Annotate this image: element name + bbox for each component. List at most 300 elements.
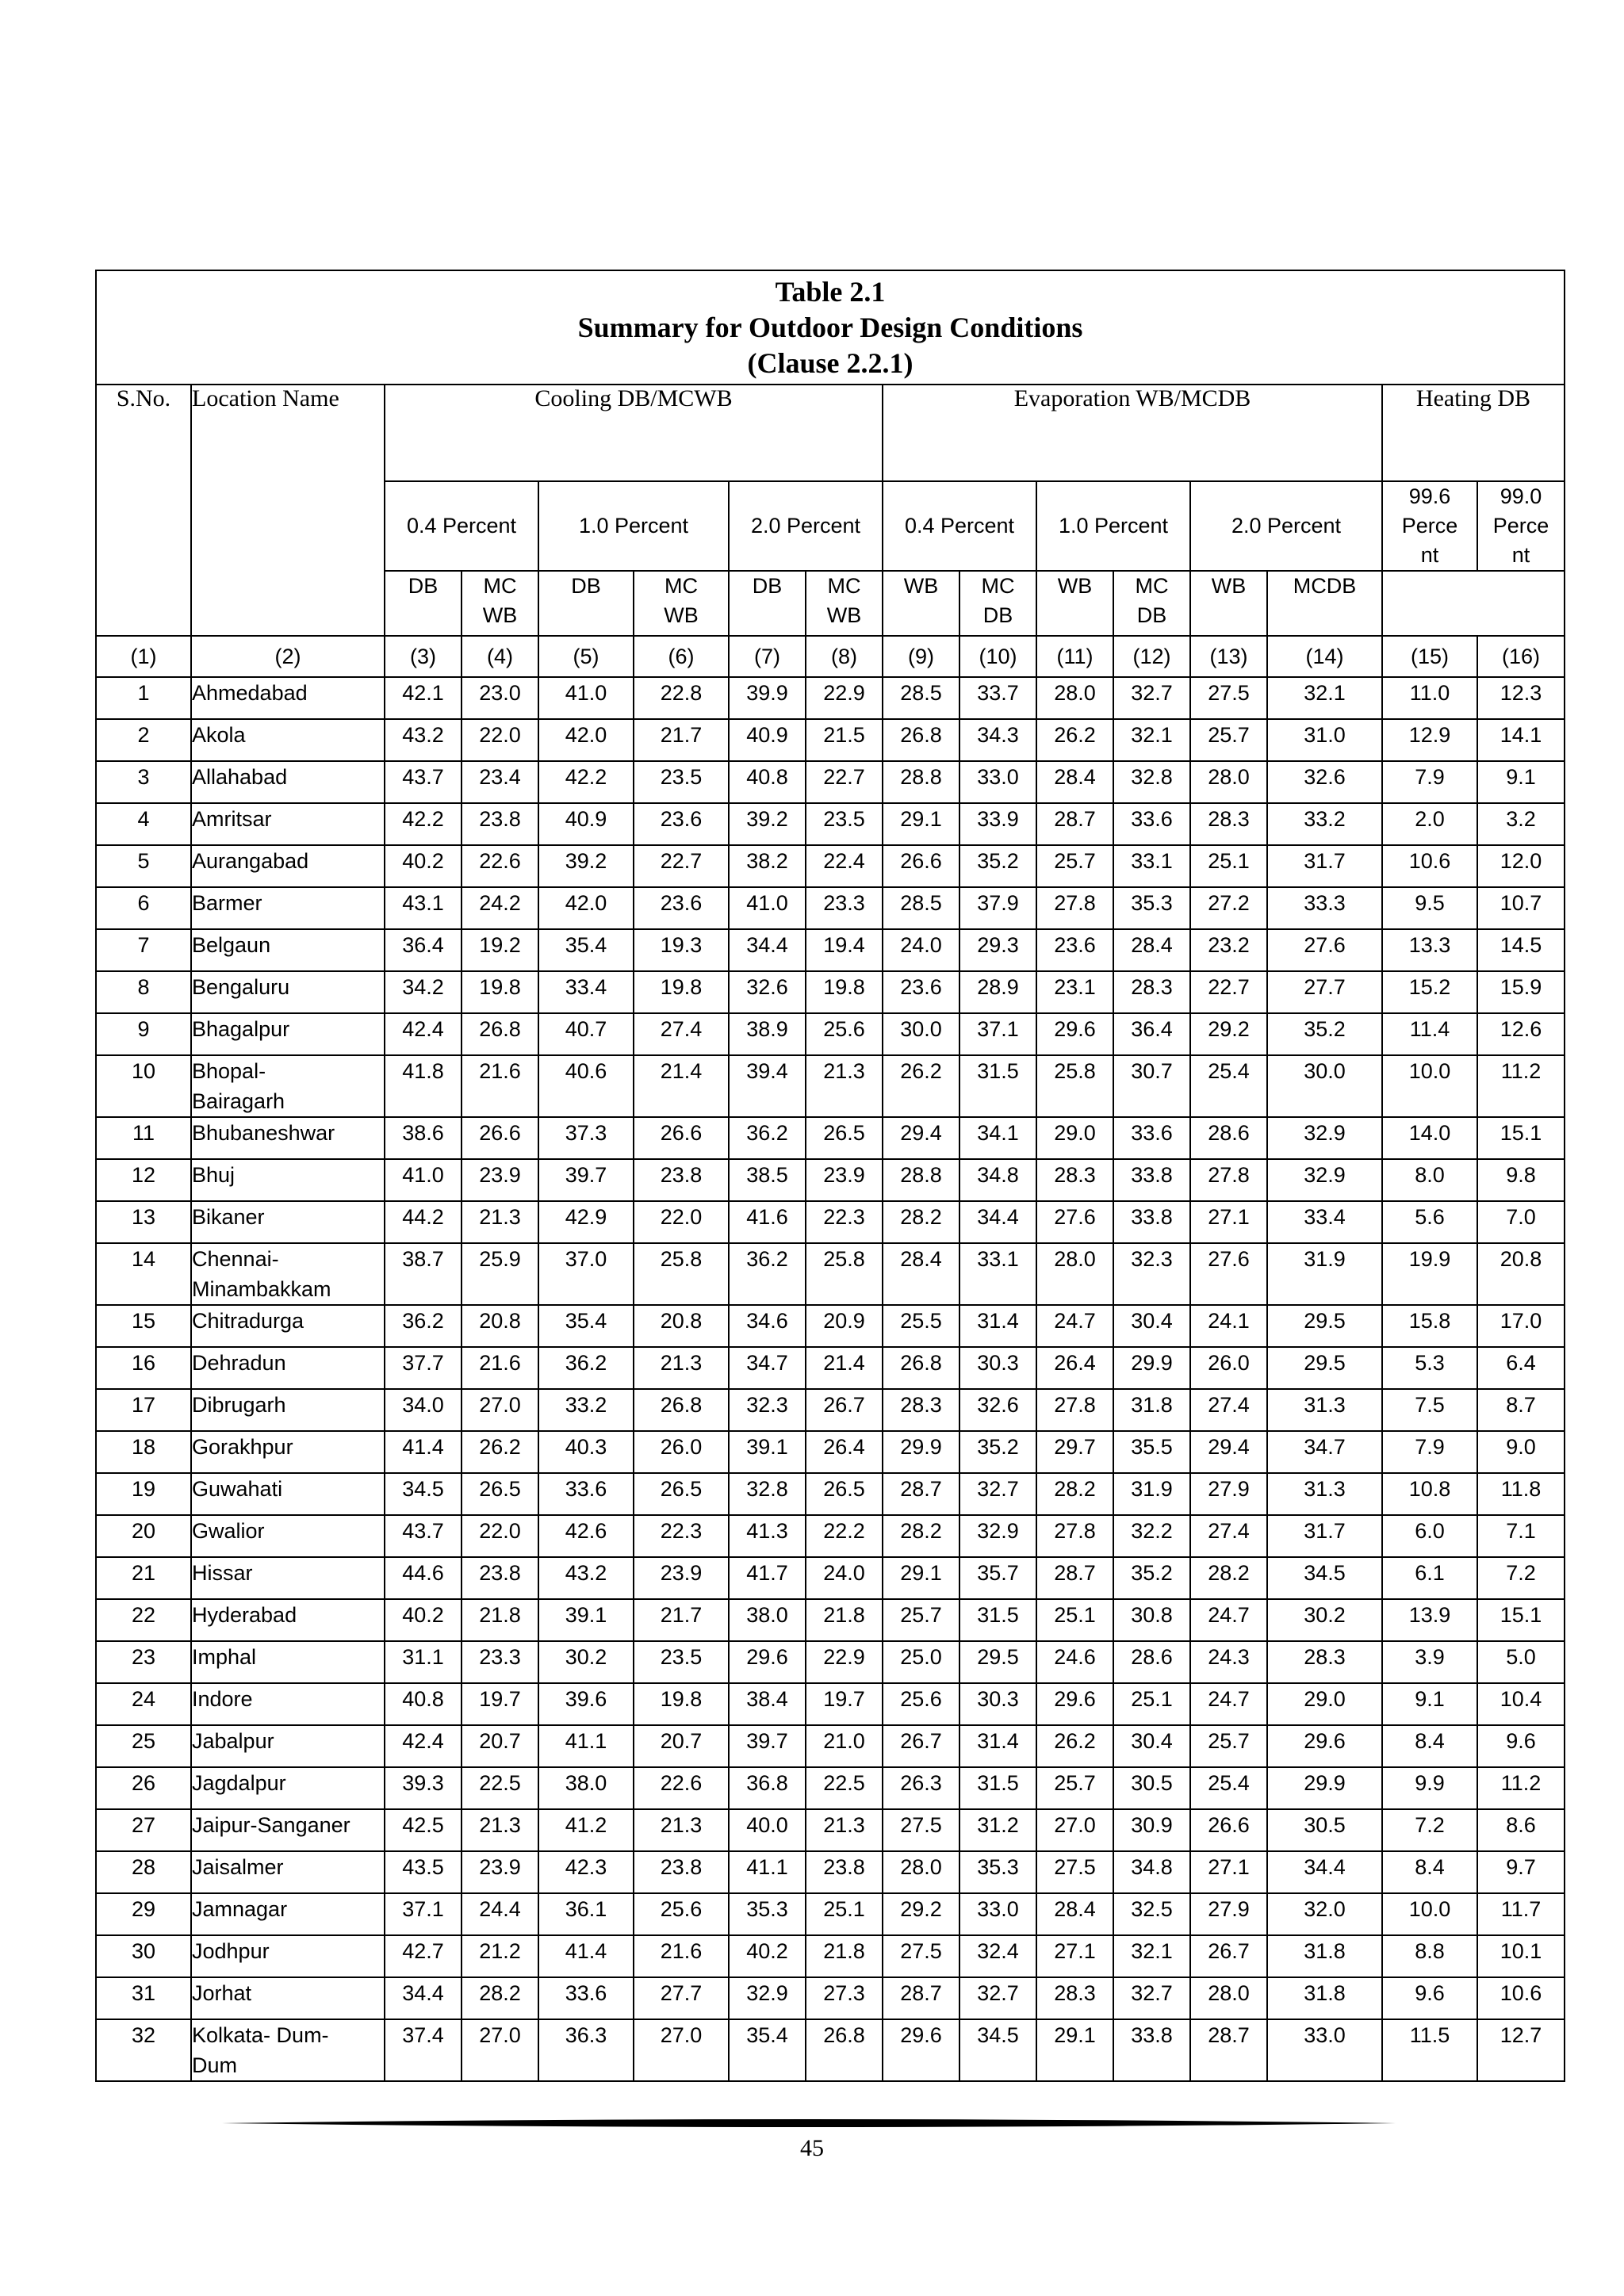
row-value: 15.1	[1477, 1117, 1565, 1159]
row-value: 33.4	[538, 971, 634, 1013]
row-sno: 22	[96, 1599, 191, 1641]
row-value: 42.9	[538, 1201, 634, 1243]
row-value: 42.7	[385, 1935, 462, 1977]
row-value: 23.6	[1036, 929, 1113, 971]
row-value: 24.1	[1190, 1305, 1267, 1347]
row-value: 19.2	[462, 929, 538, 971]
row-value: 39.7	[538, 1159, 634, 1201]
row-value: 6.1	[1382, 1557, 1477, 1599]
column-number: (11)	[1036, 636, 1113, 677]
row-value: 28.3	[1036, 1159, 1113, 1201]
percentile-subheader: 2.0 Percent	[1190, 481, 1382, 571]
row-value: 22.4	[806, 845, 883, 887]
heating-group-header: Heating DB	[1382, 385, 1565, 481]
row-sno: 24	[96, 1683, 191, 1725]
row-value: 7.9	[1382, 761, 1477, 803]
row-value: 28.5	[883, 887, 959, 929]
row-value: 32.5	[1113, 1893, 1190, 1935]
row-value: 25.5	[883, 1305, 959, 1347]
row-value: 33.0	[959, 761, 1036, 803]
row-value: 33.6	[538, 1977, 634, 2019]
row-value: 27.5	[1036, 1851, 1113, 1893]
row-location: Belgaun	[191, 929, 385, 971]
percentile-subheader: 1.0 Percent	[1036, 481, 1190, 571]
row-value: 9.7	[1477, 1851, 1565, 1893]
row-value: 33.1	[959, 1243, 1036, 1305]
row-value: 38.7	[385, 1243, 462, 1305]
row-value: 44.6	[385, 1557, 462, 1599]
table-row	[96, 803, 1565, 845]
row-value: 33.2	[1267, 803, 1382, 845]
row-value: 33.6	[1113, 803, 1190, 845]
row-value: 23.6	[634, 803, 729, 845]
subcolumn-header: DB	[385, 571, 462, 636]
row-value: 10.6	[1382, 845, 1477, 887]
row-sno: 19	[96, 1473, 191, 1515]
row-value: 21.8	[462, 1599, 538, 1641]
row-value: 29.9	[883, 1431, 959, 1473]
subcolumn-header: MC WB	[634, 571, 729, 636]
row-value: 28.8	[883, 1159, 959, 1201]
row-value: 23.9	[806, 1159, 883, 1201]
row-location: Bhopal- Bairagarh	[191, 1055, 385, 1117]
row-value: 30.4	[1113, 1305, 1190, 1347]
row-value: 37.9	[959, 887, 1036, 929]
percentile-subheader: 99.6 Perce nt	[1382, 481, 1477, 571]
row-value: 32.2	[1113, 1515, 1190, 1557]
row-value: 23.9	[634, 1557, 729, 1599]
row-value: 15.2	[1382, 971, 1477, 1013]
row-location: Ahmedabad	[191, 677, 385, 719]
row-value: 32.1	[1267, 677, 1382, 719]
row-value: 23.8	[462, 803, 538, 845]
row-value: 21.3	[634, 1809, 729, 1851]
row-value: 21.6	[634, 1935, 729, 1977]
row-value: 36.3	[538, 2019, 634, 2081]
row-sno: 30	[96, 1935, 191, 1977]
column-number: (1)	[96, 636, 191, 677]
table-row	[96, 1893, 1565, 1935]
row-value: 22.8	[634, 677, 729, 719]
row-value: 26.8	[462, 1013, 538, 1055]
row-value: 9.6	[1382, 1977, 1477, 2019]
row-value: 15.8	[1382, 1305, 1477, 1347]
row-value: 30.4	[1113, 1725, 1190, 1767]
row-value: 29.9	[1267, 1767, 1382, 1809]
percentile-subheader: 0.4 Percent	[883, 481, 1036, 571]
row-value: 28.4	[1113, 929, 1190, 971]
row-value: 34.5	[1267, 1557, 1382, 1599]
row-value: 29.5	[1267, 1305, 1382, 1347]
row-value: 11.5	[1382, 2019, 1477, 2081]
row-value: 42.0	[538, 719, 634, 761]
row-value: 40.2	[385, 845, 462, 887]
row-value: 20.8	[462, 1305, 538, 1347]
row-value: 21.7	[634, 719, 729, 761]
row-value: 41.0	[538, 677, 634, 719]
row-value: 32.8	[729, 1473, 806, 1515]
row-value: 34.7	[1267, 1431, 1382, 1473]
row-value: 12.9	[1382, 719, 1477, 761]
row-value: 21.0	[806, 1725, 883, 1767]
row-value: 37.7	[385, 1347, 462, 1389]
row-value: 29.1	[883, 803, 959, 845]
row-sno: 29	[96, 1893, 191, 1935]
row-value: 43.2	[538, 1557, 634, 1599]
row-value: 27.7	[1267, 971, 1382, 1013]
table-row	[96, 929, 1565, 971]
row-value: 22.9	[806, 1641, 883, 1683]
row-value: 14.1	[1477, 719, 1565, 761]
row-location: Chennai- Minambakkam	[191, 1243, 385, 1305]
subcolumn-header: MC DB	[1113, 571, 1190, 636]
sno-header: S.No.	[96, 385, 191, 636]
row-value: 43.7	[385, 1515, 462, 1557]
row-value: 19.8	[634, 1683, 729, 1725]
row-value: 35.2	[1113, 1557, 1190, 1599]
row-value: 29.2	[1190, 1013, 1267, 1055]
row-value: 40.2	[385, 1599, 462, 1641]
row-value: 26.5	[806, 1473, 883, 1515]
row-value: 33.0	[959, 1893, 1036, 1935]
table-row	[96, 1243, 1565, 1305]
row-value: 27.3	[806, 1977, 883, 2019]
row-value: 31.5	[959, 1055, 1036, 1117]
row-value: 26.5	[634, 1473, 729, 1515]
row-value: 29.9	[1113, 1347, 1190, 1389]
row-value: 10.4	[1477, 1683, 1565, 1725]
row-value: 19.4	[806, 929, 883, 971]
row-sno: 16	[96, 1347, 191, 1389]
row-value: 13.3	[1382, 929, 1477, 971]
row-sno: 28	[96, 1851, 191, 1893]
row-value: 40.6	[538, 1055, 634, 1117]
row-value: 25.7	[1190, 1725, 1267, 1767]
row-value: 26.5	[806, 1117, 883, 1159]
row-value: 29.6	[729, 1641, 806, 1683]
row-value: 42.1	[385, 677, 462, 719]
row-value: 27.1	[1190, 1851, 1267, 1893]
row-value: 20.8	[634, 1305, 729, 1347]
row-value: 36.2	[538, 1347, 634, 1389]
row-value: 28.7	[1036, 1557, 1113, 1599]
row-value: 28.0	[883, 1851, 959, 1893]
column-number: (9)	[883, 636, 959, 677]
row-value: 21.2	[462, 1935, 538, 1977]
row-value: 26.0	[1190, 1347, 1267, 1389]
row-value: 27.5	[883, 1809, 959, 1851]
row-value: 8.6	[1477, 1809, 1565, 1851]
row-value: 21.6	[462, 1347, 538, 1389]
row-value: 34.7	[729, 1347, 806, 1389]
row-value: 41.8	[385, 1055, 462, 1117]
row-value: 39.2	[729, 803, 806, 845]
row-value: 28.2	[883, 1201, 959, 1243]
row-value: 28.0	[1036, 677, 1113, 719]
row-value: 31.9	[1113, 1473, 1190, 1515]
table-row	[96, 1515, 1565, 1557]
row-value: 8.8	[1382, 1935, 1477, 1977]
row-value: 29.4	[1190, 1431, 1267, 1473]
row-value: 26.7	[883, 1725, 959, 1767]
row-value: 11.7	[1477, 1893, 1565, 1935]
row-value: 31.4	[959, 1305, 1036, 1347]
column-number: (12)	[1113, 636, 1190, 677]
row-value: 40.8	[385, 1683, 462, 1725]
row-value: 31.3	[1267, 1473, 1382, 1515]
row-value: 29.6	[1267, 1725, 1382, 1767]
row-value: 25.6	[634, 1893, 729, 1935]
row-value: 28.5	[883, 677, 959, 719]
row-value: 32.8	[1113, 761, 1190, 803]
row-value: 10.0	[1382, 1893, 1477, 1935]
table-row	[96, 719, 1565, 761]
row-value: 21.3	[462, 1809, 538, 1851]
row-sno: 20	[96, 1515, 191, 1557]
row-location: Aurangabad	[191, 845, 385, 887]
row-value: 31.8	[1113, 1389, 1190, 1431]
row-value: 30.0	[1267, 1055, 1382, 1117]
row-value: 21.3	[806, 1055, 883, 1117]
row-value: 40.3	[538, 1431, 634, 1473]
row-value: 28.6	[1190, 1117, 1267, 1159]
row-value: 27.8	[1036, 887, 1113, 929]
column-number: (8)	[806, 636, 883, 677]
row-value: 25.1	[1113, 1683, 1190, 1725]
column-number: (14)	[1267, 636, 1382, 677]
row-value: 40.2	[729, 1935, 806, 1977]
row-value: 39.9	[729, 677, 806, 719]
row-value: 29.7	[1036, 1431, 1113, 1473]
row-value: 31.3	[1267, 1389, 1382, 1431]
row-value: 27.1	[1190, 1201, 1267, 1243]
row-value: 29.5	[1267, 1347, 1382, 1389]
row-value: 39.2	[538, 845, 634, 887]
row-value: 25.1	[1036, 1599, 1113, 1641]
row-value: 43.5	[385, 1851, 462, 1893]
row-location: Gorakhpur	[191, 1431, 385, 1473]
row-sno: 10	[96, 1055, 191, 1117]
row-value: 24.0	[806, 1557, 883, 1599]
row-value: 7.2	[1477, 1557, 1565, 1599]
column-number: (3)	[385, 636, 462, 677]
row-value: 25.6	[883, 1683, 959, 1725]
table-row	[96, 1055, 1565, 1117]
row-value: 37.1	[385, 1893, 462, 1935]
row-value: 29.6	[883, 2019, 959, 2081]
row-value: 40.9	[729, 719, 806, 761]
percentile-subheader: 0.4 Percent	[385, 481, 538, 571]
row-value: 28.7	[883, 1473, 959, 1515]
row-value: 22.0	[462, 719, 538, 761]
row-value: 27.8	[1190, 1159, 1267, 1201]
row-value: 26.4	[1036, 1347, 1113, 1389]
row-value: 30.8	[1113, 1599, 1190, 1641]
row-value: 39.1	[538, 1599, 634, 1641]
row-value: 32.4	[959, 1935, 1036, 1977]
row-value: 28.3	[1113, 971, 1190, 1013]
subcolumn-header: MC WB	[462, 571, 538, 636]
row-value: 29.1	[1036, 2019, 1113, 2081]
row-value: 22.7	[806, 761, 883, 803]
row-value: 35.2	[959, 845, 1036, 887]
row-value: 22.2	[806, 1515, 883, 1557]
row-value: 35.3	[1113, 887, 1190, 929]
row-location: Bengaluru	[191, 971, 385, 1013]
subcolumn-header: MC DB	[959, 571, 1036, 636]
row-value: 26.6	[634, 1117, 729, 1159]
row-value: 19.7	[806, 1683, 883, 1725]
row-value: 22.3	[806, 1201, 883, 1243]
row-value: 28.3	[883, 1389, 959, 1431]
row-value: 7.1	[1477, 1515, 1565, 1557]
row-value: 27.5	[883, 1935, 959, 1977]
row-sno: 13	[96, 1201, 191, 1243]
row-value: 26.8	[634, 1389, 729, 1431]
row-value: 30.2	[1267, 1599, 1382, 1641]
row-value: 9.1	[1477, 761, 1565, 803]
row-value: 14.5	[1477, 929, 1565, 971]
row-value: 38.4	[729, 1683, 806, 1725]
row-location: Jaisalmer	[191, 1851, 385, 1893]
row-value: 28.7	[1036, 803, 1113, 845]
row-value: 30.5	[1267, 1809, 1382, 1851]
row-sno: 27	[96, 1809, 191, 1851]
row-value: 39.3	[385, 1767, 462, 1809]
row-value: 39.6	[538, 1683, 634, 1725]
subcolumn-header: WB	[1190, 571, 1267, 636]
row-location: Jaipur-Sanganer	[191, 1809, 385, 1851]
row-value: 35.2	[959, 1431, 1036, 1473]
row-value: 24.7	[1190, 1599, 1267, 1641]
row-value: 32.9	[1267, 1117, 1382, 1159]
row-value: 7.9	[1382, 1431, 1477, 1473]
row-value: 25.8	[806, 1243, 883, 1305]
row-location: Jorhat	[191, 1977, 385, 2019]
row-value: 39.1	[729, 1431, 806, 1473]
column-number: (10)	[959, 636, 1036, 677]
row-value: 23.5	[634, 761, 729, 803]
row-value: 12.0	[1477, 845, 1565, 887]
row-location: Barmer	[191, 887, 385, 929]
row-value: 28.6	[1113, 1641, 1190, 1683]
row-value: 3.9	[1382, 1641, 1477, 1683]
row-value: 34.8	[959, 1159, 1036, 1201]
row-value: 24.7	[1190, 1683, 1267, 1725]
row-value: 31.9	[1267, 1243, 1382, 1305]
row-value: 22.0	[462, 1515, 538, 1557]
row-value: 21.5	[806, 719, 883, 761]
table-row	[96, 1431, 1565, 1473]
row-value: 27.4	[634, 1013, 729, 1055]
row-value: 26.4	[806, 1431, 883, 1473]
row-value: 11.8	[1477, 1473, 1565, 1515]
table-row	[96, 1201, 1565, 1243]
row-value: 27.5	[1190, 677, 1267, 719]
table-row	[96, 2019, 1565, 2081]
row-value: 14.0	[1382, 1117, 1477, 1159]
column-number: (6)	[634, 636, 729, 677]
row-value: 9.5	[1382, 887, 1477, 929]
row-value: 32.6	[729, 971, 806, 1013]
row-value: 35.3	[959, 1851, 1036, 1893]
row-value: 22.6	[634, 1767, 729, 1809]
row-value: 42.2	[385, 803, 462, 845]
subcolumn-header: DB	[729, 571, 806, 636]
row-location: Jamnagar	[191, 1893, 385, 1935]
row-value: 38.0	[729, 1599, 806, 1641]
row-value: 32.6	[1267, 761, 1382, 803]
row-value: 31.0	[1267, 719, 1382, 761]
row-location: Hyderabad	[191, 1599, 385, 1641]
row-value: 28.2	[1036, 1473, 1113, 1515]
row-value: 35.4	[729, 2019, 806, 2081]
row-value: 22.0	[634, 1201, 729, 1243]
row-sno: 7	[96, 929, 191, 971]
row-value: 21.4	[634, 1055, 729, 1117]
table-row	[96, 1809, 1565, 1851]
row-value: 34.0	[385, 1389, 462, 1431]
table-row	[96, 1117, 1565, 1159]
row-location: Bhubaneshwar	[191, 1117, 385, 1159]
row-value: 12.6	[1477, 1013, 1565, 1055]
row-value: 42.6	[538, 1515, 634, 1557]
row-value: 41.7	[729, 1557, 806, 1599]
row-value: 31.1	[385, 1641, 462, 1683]
row-value: 42.5	[385, 1809, 462, 1851]
row-location: Bhagalpur	[191, 1013, 385, 1055]
row-value: 34.1	[959, 1117, 1036, 1159]
row-location: Bhuj	[191, 1159, 385, 1201]
row-location: Hissar	[191, 1557, 385, 1599]
row-value: 26.0	[634, 1431, 729, 1473]
row-value: 19.8	[634, 971, 729, 1013]
column-number: (7)	[729, 636, 806, 677]
row-value: 23.6	[883, 971, 959, 1013]
row-value: 32.1	[1113, 719, 1190, 761]
row-value: 28.3	[1267, 1641, 1382, 1683]
row-value: 32.3	[1113, 1243, 1190, 1305]
row-value: 25.0	[883, 1641, 959, 1683]
row-value: 28.4	[1036, 1893, 1113, 1935]
row-value: 8.4	[1382, 1725, 1477, 1767]
row-sno: 26	[96, 1767, 191, 1809]
row-value: 26.6	[462, 1117, 538, 1159]
row-value: 38.0	[538, 1767, 634, 1809]
row-value: 35.4	[538, 1305, 634, 1347]
row-value: 23.4	[462, 761, 538, 803]
row-value: 42.4	[385, 1725, 462, 1767]
row-value: 40.8	[729, 761, 806, 803]
row-value: 33.1	[1113, 845, 1190, 887]
table-row	[96, 1767, 1565, 1809]
row-value: 21.8	[806, 1935, 883, 1977]
row-value: 28.4	[883, 1243, 959, 1305]
row-value: 25.1	[806, 1893, 883, 1935]
row-value: 39.4	[729, 1055, 806, 1117]
row-value: 21.3	[806, 1809, 883, 1851]
row-sno: 9	[96, 1013, 191, 1055]
table-title-line: (Clause 2.2.1)	[747, 346, 914, 379]
row-value: 15.1	[1477, 1599, 1565, 1641]
row-value: 15.9	[1477, 971, 1565, 1013]
row-value: 26.8	[883, 1347, 959, 1389]
row-sno: 31	[96, 1977, 191, 2019]
row-value: 24.0	[883, 929, 959, 971]
row-value: 24.6	[1036, 1641, 1113, 1683]
row-location: Bikaner	[191, 1201, 385, 1243]
row-value: 28.0	[1190, 761, 1267, 803]
